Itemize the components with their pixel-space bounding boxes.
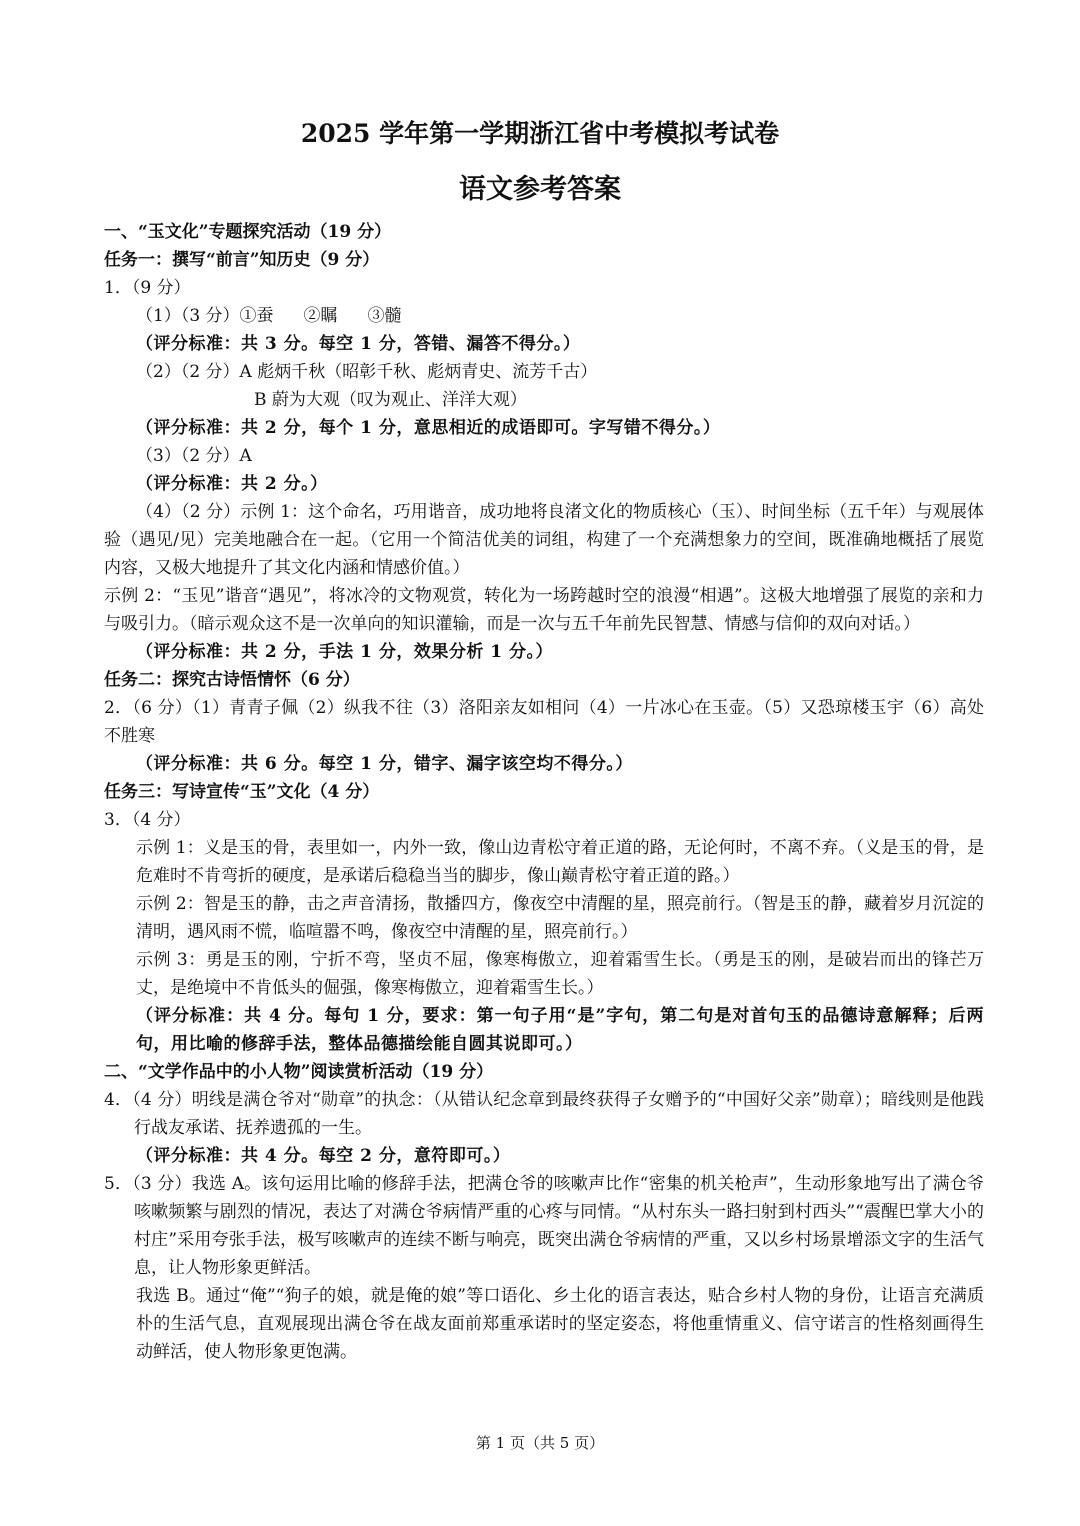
q1-4-score: （评分标准：共 2 分，手法 1 分，效果分析 1 分。）: [136, 642, 553, 662]
answer-content: [104, 218, 984, 1366]
document-title: 2025 学年第一学期浙江省中考模拟考试卷: [300, 119, 780, 148]
document-subtitle: 语文参考答案: [459, 174, 621, 205]
q3-example-3: 示例 3：勇是玉的刚，宁折不弯，坚贞不屈，像寒梅傲立，迎着霜雪生长。（勇是玉的刚，是破岩而出的锋芒万丈，是绝境中不肯低头的倔强，像寒梅傲立，迎着霜雪生长。）: [136, 950, 984, 998]
q1-3-score: （评分标准：共 2 分。）: [136, 474, 328, 494]
task2-heading: 任务二：探究古诗悟情怀（6 分）: [104, 670, 360, 690]
q1-2-score: （评分标准：共 2 分，每个 1 分，意思相近的成语即可。字写错不得分。）: [136, 418, 721, 438]
q5-answer-a: 5．（3 分）我选 A。该句运用比喻的修辞手法，把满仓爷的咳嗽声比作“密集的机关枪声”，生动形象地写出了满仓爷咳嗽频繁与剧烈的情况，表达了对满仓爷病情严重的心疼与同情。“从村东头一路扫射到村西头”“震醒巴掌大小的村庄”采用夸张手法，极写咳嗽声的连续不断与响亮，既突出满仓爷病情的严重，又以乡村场景增添文字的生活气息，让人物形象更鲜活。: [104, 1174, 984, 1278]
q4-answer: 4．（4 分）明线是满仓爷对“勋章”的执念：（从错认纪念章到最终获得子女赠予的“中国好父亲”勋章）；暗线则是他践行战友承诺、抚养遗孤的一生。: [104, 1090, 984, 1138]
q1-1-prefix: （1）（3 分）: [136, 306, 240, 326]
q1-2-answer-b: B 蔚为大观（叹为观止、洋洋大观）: [254, 390, 527, 410]
q2-score: （评分标准：共 6 分。每空 1 分，错字、漏字该空均不得分。）: [136, 754, 633, 774]
q1-1-a2: ②瞩: [303, 306, 338, 326]
q3-score: （评分标准：共 4 分。每句 1 分，要求：第一句子用“是”字句，第二句是对首句玉的品德诗意解释；后两句，用比喻的修辞手法，整体品德描绘能自圆其说即可。）: [136, 1006, 984, 1054]
q1-1-a3: ③髓: [367, 306, 402, 326]
q1-3-answer: （3）（2 分）A: [136, 446, 252, 466]
section1-heading: 一、“玉文化”专题探究活动（19 分）: [104, 222, 392, 242]
q3-example-1: 示例 1：义是玉的骨，表里如一，内外一致，像山边青松守着正道的路，无论何时，不离不弃。（义是玉的骨，是危难时不肯弯折的硬度，是承诺后稳稳当当的脚步，像山巅青松守着正道的路。）: [136, 838, 984, 886]
q3-label: 3．（4 分）: [104, 810, 191, 830]
q3-example-2: 示例 2：智是玉的静，击之声音清扬，散播四方，像夜空中清醒的星，照亮前行。（智是玉的静，藏着岁月沉淀的清明，遇风雨不慌，临喧嚣不鸣，像夜空中清醒的星，照亮前行。）: [136, 894, 984, 942]
q1-label: 1．（9 分）: [104, 278, 191, 298]
task3-heading: 任务三：写诗宣传“玉”文化（4 分）: [104, 782, 380, 802]
q1-4-example-1: （4）（2 分）示例 1：这个命名，巧用谐音，成功地将良渚文化的物质核心（玉）、时间坐标（五千年）与观展体验（遇见/见）完美地融合在一起。（它用一个简洁优美的词组，构建了一个充满想象力的空间，既准确地概括了展览内容，又极大地提升了其文化内涵和情感价值。）: [104, 502, 984, 578]
task1-heading: 任务一：撰写“前言”知历史（9 分）: [104, 250, 380, 270]
q1-1-answer: [104, 302, 984, 330]
q1-1-a1: ①蚕: [239, 306, 274, 326]
section2-heading: 二、“文学作品中的小人物”阅读赏析活动（19 分）: [104, 1062, 494, 1082]
page-number: 第 1 页（共 5 页）: [475, 1434, 605, 1452]
q1-1-score: （评分标准：共 3 分。每空 1 分，答错、漏答不得分。）: [136, 334, 581, 354]
q5-answer-b: 我选 B。通过“俺”“狗子的娘，就是俺的娘”等口语化、乡土化的语言表达，贴合乡村人物的身份，让语言充满质朴的生活气息，直观展现出满仓爷在战友面前郑重承诺时的坚定姿态，将他重情重义、信守诺言的性格刻画得生动鲜活，使人物形象更饱满。: [136, 1286, 984, 1362]
q4-score: （评分标准：共 4 分。每空 2 分，意符即可。）: [136, 1146, 511, 1166]
q1-2-answer-a: （2）（2 分）A 彪炳千秋（昭彰千秋、彪炳青史、流芳千古）: [136, 362, 598, 382]
q1-4-example-2: 示例 2：“玉见”谐音“遇见”，将冰冷的文物观赏，转化为一场跨越时空的浪漫“相遇”。这极大地增强了展览的亲和力与吸引力。（暗示观众这不是一次单向的知识灌输，而是一次与五千年前先民智慧、情感与信仰的双向对话。）: [104, 586, 984, 634]
q2-answer: 2．（6 分）（1）青青子佩（2）纵我不往（3）洛阳亲友如相问（4）一片冰心在玉壶。（5）又恐琼楼玉宇（6）高处不胜寒: [104, 698, 984, 746]
